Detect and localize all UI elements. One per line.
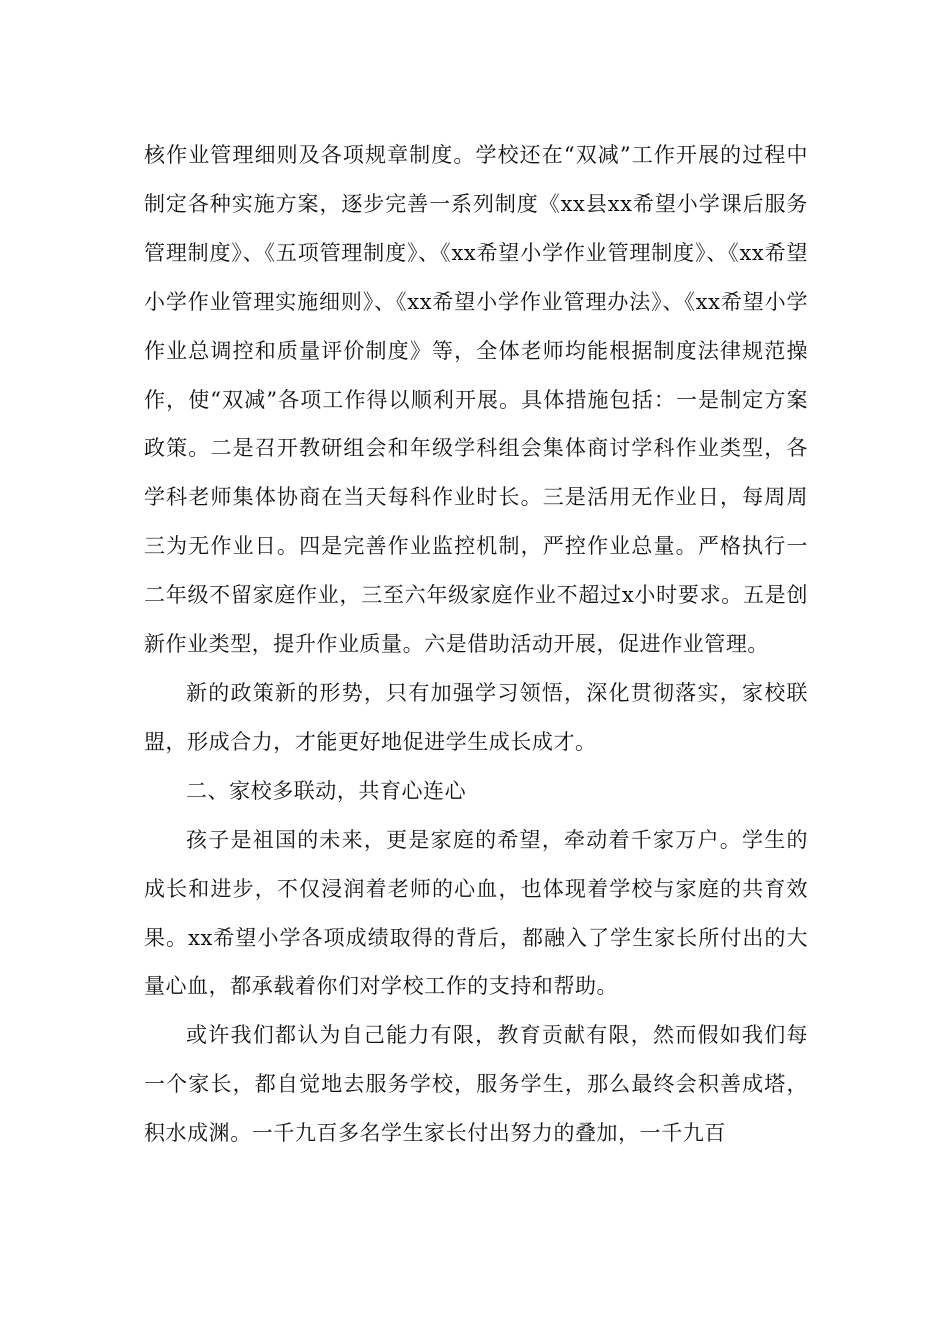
paragraph: 新的政策新的形势，只有加强学习领悟，深化贯彻落实，家校联盟，形成合力，才能更好地促进学生成长成才。 [144, 680, 808, 754]
document-body [144, 131, 808, 1158]
paragraph: 或许我们都认为自己能力有限，教育贡献有限，然而假如我们每一个家长，都自觉地去服务学校，服务学生，那么最终会积善成塔，积水成渊。一千九百多名学生家长付出努力的叠加，一千九百 [144, 1023, 808, 1146]
paragraph: 孩子是祖国的未来，更是家庭的希望，牵动着千家万户。学生的成长和进步，不仅浸润着老师的心血，也体现着学校与家庭的共育效果。xx希望小学各项成绩取得的背后，都融入了学生家长所付出的大量心血，都承载着你们对学校工作的支持和帮助。 [144, 827, 808, 999]
paragraph-continued: 核作业管理细则及各项规章制度。学校还在“双减”工作开展的过程中制定各种实施方案，逐步完善一系列制度《xx县xx希望小学课后服务管理制度》、《五项管理制度》、《xx希望小学作业管理制度》、《xx希望小学作业管理实施细则》、《xx希望小学作业管理办法》、《xx希望小学作业总调控和质量评价制度》等，全体老师均能根据制度法律规范操作，使“双减”各项工作得以顺利开展。具体措施包括：一是制定方案政策。二是召开教研组会和年级学科组会集体商讨学科作业类型，各学科老师集体协商在当天每科作业时长。三是活用无作业日，每周周三为无作业日。四是完善作业监控机制，严控作业总量。严格执行一二年级不留家庭作业，三至六年级家庭作业不超过x小时要求。五是创新作业类型，提升作业质量。六是借助活动开展，促进作业管理。 [144, 143, 808, 657]
section-heading: 二、家校多联动，共育心连心 [186, 778, 467, 803]
